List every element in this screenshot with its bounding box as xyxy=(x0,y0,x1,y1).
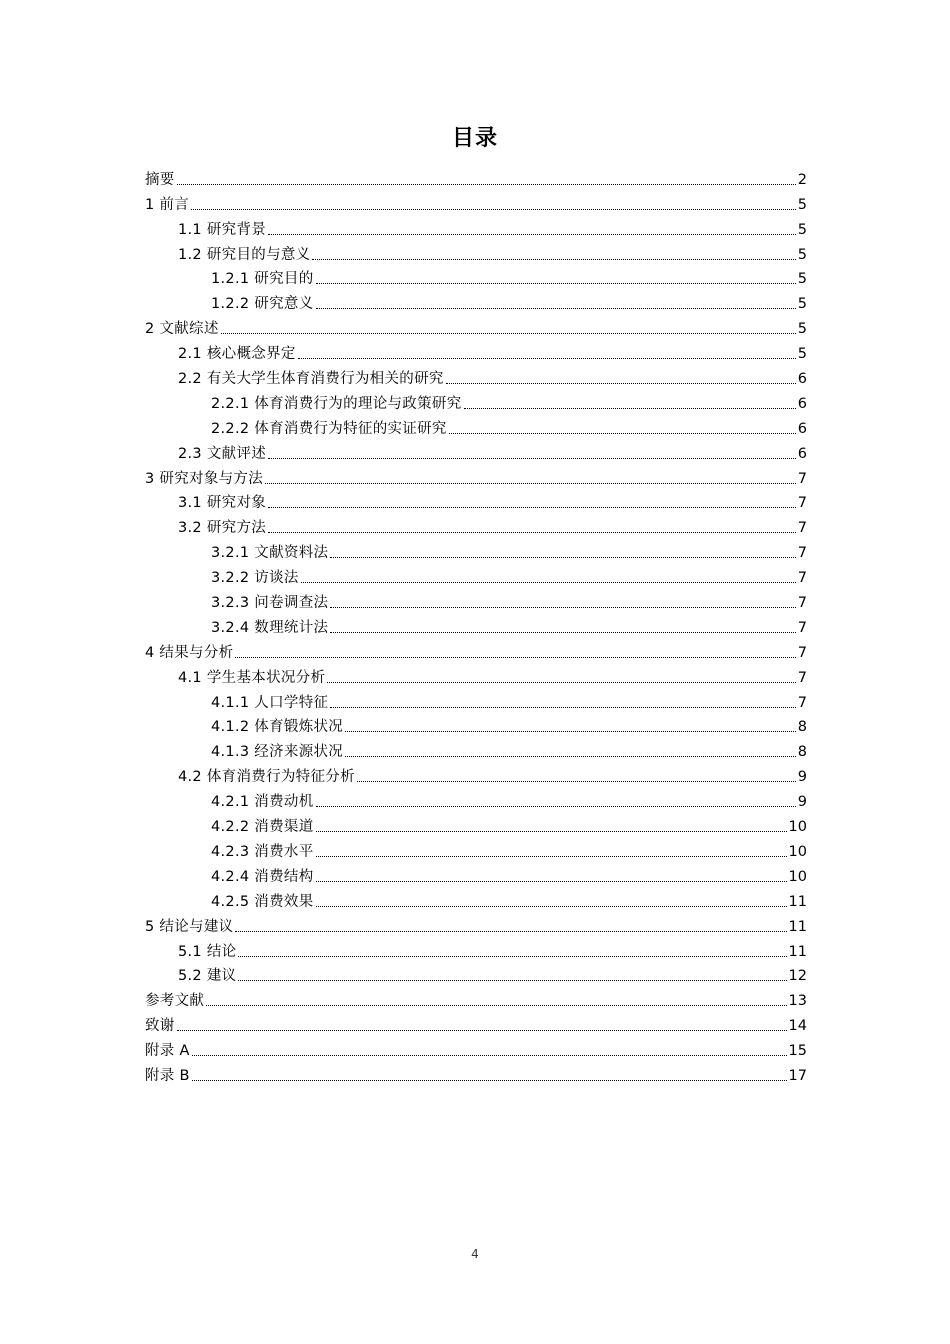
dot-leader xyxy=(221,333,796,334)
toc-entry-label: 3.2.4 数理统计法 xyxy=(211,619,329,636)
toc-entry[interactable] xyxy=(145,214,807,239)
dot-leader xyxy=(316,881,787,882)
dot-leader xyxy=(301,582,796,583)
toc-entry-page-number: 9 xyxy=(797,794,807,811)
dot-leader xyxy=(345,731,796,732)
dot-leader xyxy=(206,1005,786,1006)
dot-leader xyxy=(330,557,795,558)
toc-entry-label: 5.2 建议 xyxy=(178,968,237,985)
toc-entry[interactable] xyxy=(145,886,807,911)
toc-entry-page-number: 14 xyxy=(788,1018,807,1035)
toc-entry-label: 4.1.2 体育锻炼状况 xyxy=(211,719,344,736)
dot-leader xyxy=(316,283,796,284)
dot-leader xyxy=(312,259,795,260)
toc-entry-page-number: 5 xyxy=(797,296,807,313)
toc-entry[interactable] xyxy=(145,164,807,189)
toc-entry-label: 附录 B xyxy=(145,1067,190,1084)
toc-entry-page-number: 13 xyxy=(788,993,807,1010)
toc-entry-label: 摘要 xyxy=(145,171,175,188)
dot-leader xyxy=(265,483,796,484)
toc-entry-page-number: 7 xyxy=(797,644,807,661)
toc-entry-label: 2.3 文献评述 xyxy=(178,445,267,462)
toc-entry[interactable] xyxy=(145,861,807,886)
toc-entry-label: 4.2 体育消费行为特征分析 xyxy=(178,769,355,786)
toc-entry-page-number: 7 xyxy=(797,545,807,562)
dot-leader xyxy=(238,980,786,981)
toc-entry-page-number: 8 xyxy=(797,744,807,761)
toc-entry-label: 5.1 结论 xyxy=(178,943,237,960)
dot-leader xyxy=(449,433,796,434)
toc-entry[interactable] xyxy=(145,736,807,761)
dot-leader xyxy=(345,756,796,757)
toc-entry[interactable] xyxy=(145,363,807,388)
dot-leader xyxy=(192,1080,787,1081)
toc-entry-label: 4.2.3 消费水平 xyxy=(211,843,314,860)
toc-entry-page-number: 6 xyxy=(797,371,807,388)
toc-entry-label: 4.2.2 消费渠道 xyxy=(211,819,314,836)
dot-leader xyxy=(330,707,795,708)
toc-entry-page-number: 9 xyxy=(797,769,807,786)
toc-entry-page-number: 5 xyxy=(797,196,807,213)
dot-leader xyxy=(235,931,786,932)
toc-entry[interactable] xyxy=(145,338,807,363)
toc-entry-label: 1.2.1 研究目的 xyxy=(211,271,314,288)
toc-entry-page-number: 6 xyxy=(797,420,807,437)
dot-leader xyxy=(177,184,796,185)
toc-entry-page-number: 11 xyxy=(788,943,807,960)
toc-entry-page-number: 11 xyxy=(788,893,807,910)
dot-leader xyxy=(316,906,787,907)
toc-entry-page-number: 17 xyxy=(788,1067,807,1084)
toc-entry-page-number: 7 xyxy=(797,619,807,636)
dot-leader xyxy=(316,831,787,832)
dot-leader xyxy=(238,956,786,957)
toc-entry[interactable] xyxy=(145,239,807,264)
toc-entry[interactable] xyxy=(145,712,807,737)
dot-leader xyxy=(268,234,796,235)
toc-entry-page-number: 7 xyxy=(797,495,807,512)
toc-entry[interactable] xyxy=(145,1010,807,1035)
dot-leader xyxy=(327,682,795,683)
toc-entry[interactable] xyxy=(145,1060,807,1085)
dot-leader xyxy=(235,657,795,658)
toc-entry-label: 5 结论与建议 xyxy=(145,918,234,935)
toc-entry[interactable] xyxy=(145,512,807,537)
toc-entry-label: 3.2 研究方法 xyxy=(178,520,267,537)
toc-entry-page-number: 7 xyxy=(797,570,807,587)
toc-entry-page-number: 10 xyxy=(788,843,807,860)
table-of-contents xyxy=(145,164,807,1085)
toc-entry-label: 2.1 核心概念界定 xyxy=(178,346,296,363)
toc-entry-label: 参考文献 xyxy=(145,993,205,1010)
toc-entry[interactable] xyxy=(145,961,807,986)
dot-leader xyxy=(316,308,796,309)
toc-entry[interactable] xyxy=(145,537,807,562)
toc-entry-page-number: 7 xyxy=(797,669,807,686)
toc-entry[interactable] xyxy=(145,189,807,214)
toc-entry-label: 4.2.4 消费结构 xyxy=(211,868,314,885)
dot-leader xyxy=(446,383,796,384)
toc-entry[interactable] xyxy=(145,687,807,712)
toc-entry[interactable] xyxy=(145,911,807,936)
toc-entry-page-number: 15 xyxy=(788,1043,807,1060)
toc-entry-page-number: 6 xyxy=(797,445,807,462)
toc-entry[interactable] xyxy=(145,1035,807,1060)
toc-entry-label: 4.2.5 消费效果 xyxy=(211,893,314,910)
dot-leader xyxy=(268,507,796,508)
toc-entry[interactable] xyxy=(145,264,807,289)
toc-entry[interactable] xyxy=(145,662,807,687)
dot-leader xyxy=(268,532,796,533)
toc-entry-label: 1.2 研究目的与意义 xyxy=(178,246,311,263)
toc-entry-label: 3 研究对象与方法 xyxy=(145,470,264,487)
toc-entry-label: 1 前言 xyxy=(145,196,190,213)
toc-entry[interactable] xyxy=(145,612,807,637)
toc-entry-page-number: 6 xyxy=(797,395,807,412)
toc-entry-page-number: 12 xyxy=(788,968,807,985)
toc-entry-label: 致谢 xyxy=(145,1018,175,1035)
toc-entry-page-number: 7 xyxy=(797,470,807,487)
toc-entry[interactable] xyxy=(145,587,807,612)
page-title: 目录 xyxy=(451,126,498,151)
toc-entry-page-number: 5 xyxy=(797,346,807,363)
toc-entry-page-number: 7 xyxy=(797,520,807,537)
dot-leader xyxy=(192,1055,787,1056)
toc-entry-label: 1.2.2 研究意义 xyxy=(211,296,314,313)
toc-entry[interactable] xyxy=(145,786,807,811)
footer-page-number: 4 xyxy=(471,1247,479,1261)
dot-leader xyxy=(268,458,796,459)
toc-entry-label: 2.2 有关大学生体育消费行为相关的研究 xyxy=(178,371,444,388)
dot-leader xyxy=(316,856,787,857)
toc-entry-page-number: 5 xyxy=(797,246,807,263)
toc-entry[interactable] xyxy=(145,836,807,861)
toc-entry-page-number: 5 xyxy=(797,271,807,288)
toc-entry-page-number: 2 xyxy=(797,171,807,188)
toc-entry[interactable] xyxy=(145,936,807,961)
toc-entry-label: 3.2.2 访谈法 xyxy=(211,570,299,587)
toc-entry-label: 4.1 学生基本状况分析 xyxy=(178,669,326,686)
toc-entry-label: 4.2.1 消费动机 xyxy=(211,794,314,811)
toc-entry[interactable] xyxy=(145,388,807,413)
dot-leader xyxy=(191,209,796,210)
dot-leader xyxy=(330,632,795,633)
toc-entry-label: 1.1 研究背景 xyxy=(178,221,267,238)
toc-entry-page-number: 10 xyxy=(788,868,807,885)
toc-entry[interactable] xyxy=(145,413,807,438)
toc-entry-page-number: 11 xyxy=(788,918,807,935)
toc-entry[interactable] xyxy=(145,637,807,662)
toc-entry-label: 2.2.1 体育消费行为的理论与政策研究 xyxy=(211,395,462,412)
toc-entry[interactable] xyxy=(145,438,807,463)
toc-entry[interactable] xyxy=(145,985,807,1010)
toc-entry-label: 3.2.1 文献资料法 xyxy=(211,545,329,562)
toc-entry[interactable] xyxy=(145,463,807,488)
toc-entry[interactable] xyxy=(145,562,807,587)
toc-entry[interactable] xyxy=(145,761,807,786)
toc-entry-label: 附录 A xyxy=(145,1043,190,1060)
toc-entry-label: 2.2.2 体育消费行为特征的实证研究 xyxy=(211,420,447,437)
toc-entry-label: 4.1.1 人口学特征 xyxy=(211,694,329,711)
toc-entry-label: 2 文献综述 xyxy=(145,321,219,338)
toc-entry-page-number: 7 xyxy=(797,694,807,711)
toc-entry[interactable] xyxy=(145,288,807,313)
toc-entry[interactable] xyxy=(145,313,807,338)
dot-leader xyxy=(330,607,795,608)
toc-entry-page-number: 10 xyxy=(788,819,807,836)
dot-leader xyxy=(316,806,796,807)
toc-entry-page-number: 7 xyxy=(797,595,807,612)
toc-entry-label: 4.1.3 经济来源状况 xyxy=(211,744,344,761)
toc-entry-page-number: 5 xyxy=(797,321,807,338)
toc-entry[interactable] xyxy=(145,811,807,836)
toc-entry-page-number: 5 xyxy=(797,221,807,238)
toc-entry[interactable] xyxy=(145,488,807,513)
dot-leader xyxy=(298,358,796,359)
dot-leader xyxy=(357,781,796,782)
toc-entry-label: 4 结果与分析 xyxy=(145,644,234,661)
dot-leader xyxy=(177,1030,787,1031)
dot-leader xyxy=(464,408,796,409)
toc-entry-label: 3.1 研究对象 xyxy=(178,495,267,512)
toc-entry-label: 3.2.3 问卷调查法 xyxy=(211,595,329,612)
toc-entry-page-number: 8 xyxy=(797,719,807,736)
